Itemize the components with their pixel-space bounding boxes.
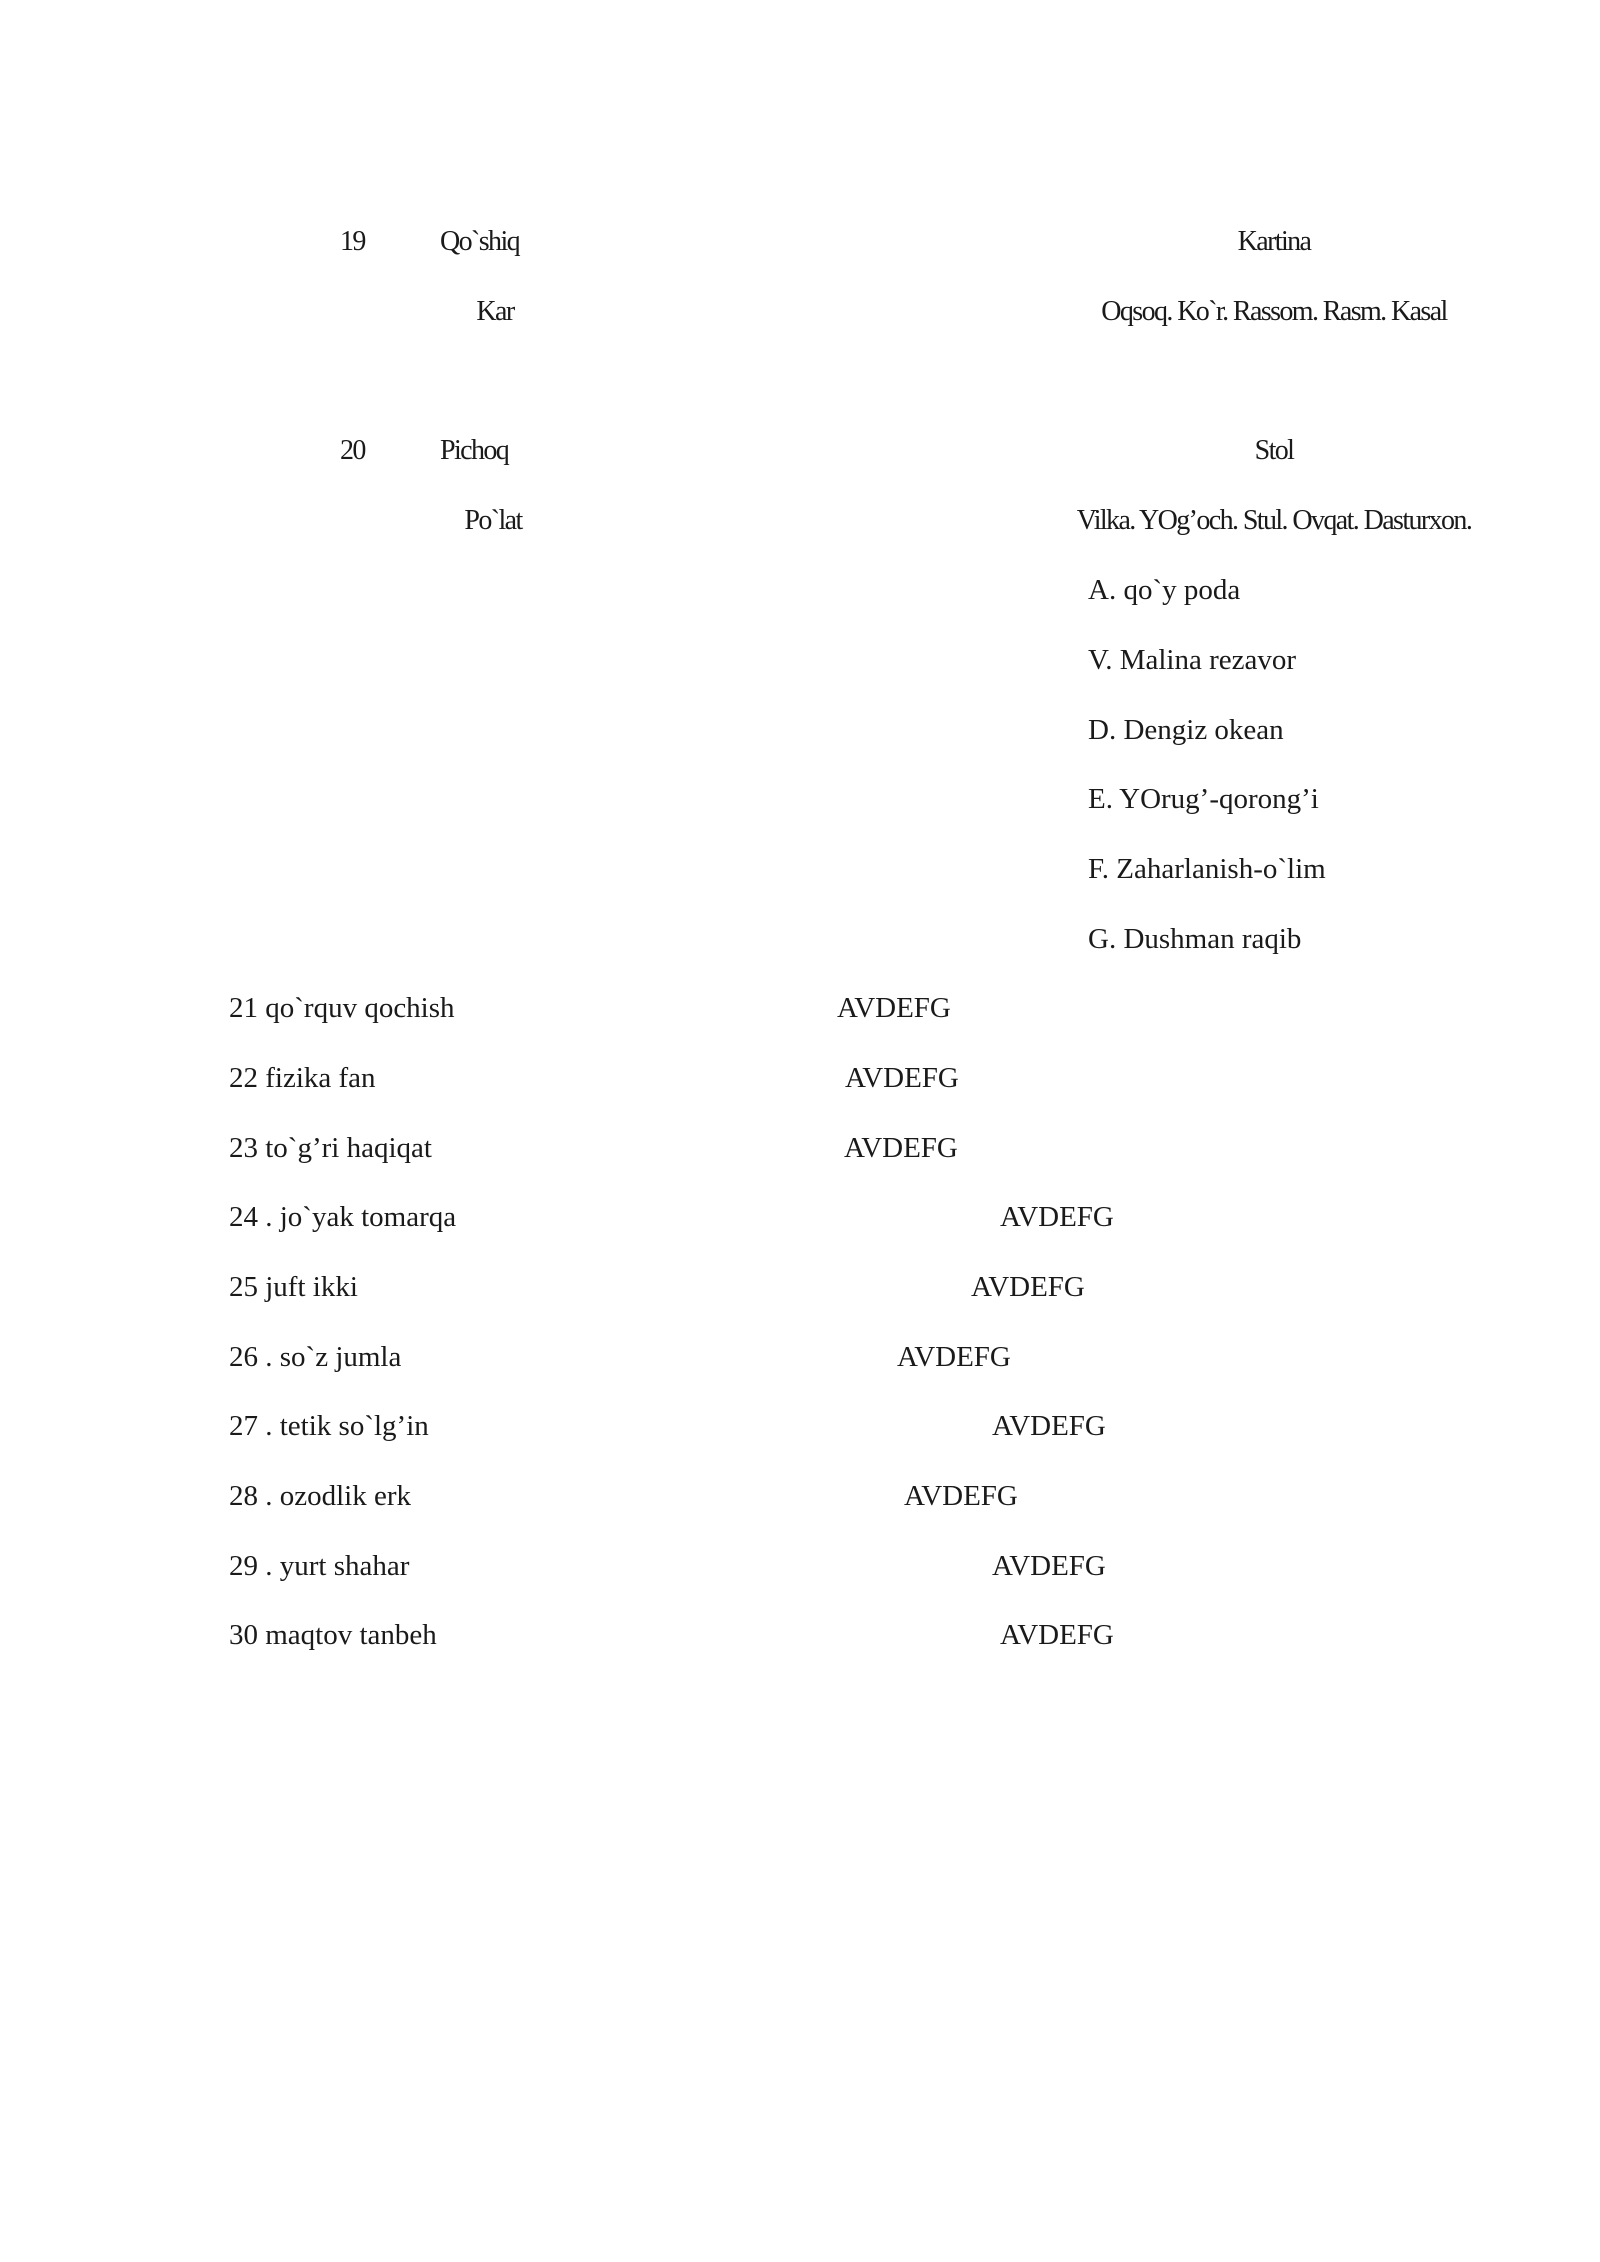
list-item-21: 21 qo`rquv qochish [229, 992, 455, 1024]
question-19-left-answer: Kar [476, 296, 514, 327]
option-g: G. Dushman raqib [1088, 923, 1302, 955]
option-f: F. Zaharlanish-o`lim [1088, 853, 1326, 885]
list-item-25: 25 juft ikki [229, 1271, 358, 1303]
list-item-30: 30 maqtov tanbeh [229, 1619, 437, 1651]
question-19-right-word: Kartina [1237, 226, 1311, 257]
option-d: D. Dengiz okean [1088, 714, 1284, 746]
option-e: E. YOrug’-qorong’i [1088, 783, 1319, 815]
question-20-left-answer: Po`lat [464, 505, 522, 536]
list-item-26: 26 . so`z jumla [229, 1341, 402, 1373]
answer-code-26: AVDEFG [897, 1341, 1011, 1373]
list-item-23: 23 to`g’ri haqiqat [229, 1132, 432, 1164]
answer-code-24: AVDEFG [1000, 1201, 1114, 1233]
question-19-number: 19 [340, 226, 365, 257]
answer-code-27: AVDEFG [992, 1410, 1106, 1442]
list-item-24: 24 . jo`yak tomarqa [229, 1201, 457, 1233]
question-19-right-choices: Oqsoq. Ko`r. Rassom. Rasm. Kasal [1101, 296, 1447, 327]
question-20-right-word: Stol [1254, 435, 1294, 466]
list-item-29: 29 . yurt shahar [229, 1550, 410, 1582]
answer-code-25: AVDEFG [971, 1271, 1085, 1303]
list-item-28: 28 . ozodlik erk [229, 1480, 412, 1512]
option-v: V. Malina rezavor [1088, 644, 1297, 676]
question-20-right-choices: Vilka. YOg’och. Stul. Ovqat. Dasturxon. [1076, 505, 1472, 536]
answer-code-23: AVDEFG [844, 1132, 958, 1164]
list-item-22: 22 fizika fan [229, 1062, 376, 1094]
list-item-27: 27 . tetik so`lg’in [229, 1410, 429, 1442]
answer-code-29: AVDEFG [992, 1550, 1106, 1582]
question-20-left-word: Pichoq [440, 435, 509, 466]
answer-code-28: AVDEFG [904, 1480, 1018, 1512]
answer-code-30: AVDEFG [1000, 1619, 1114, 1651]
option-a: A. qo`y poda [1088, 574, 1241, 606]
question-20-number: 20 [340, 435, 365, 466]
answer-code-21: AVDEFG [837, 992, 951, 1024]
answer-code-22: AVDEFG [845, 1062, 959, 1094]
question-19-left-word: Qo`shiq [440, 226, 520, 257]
